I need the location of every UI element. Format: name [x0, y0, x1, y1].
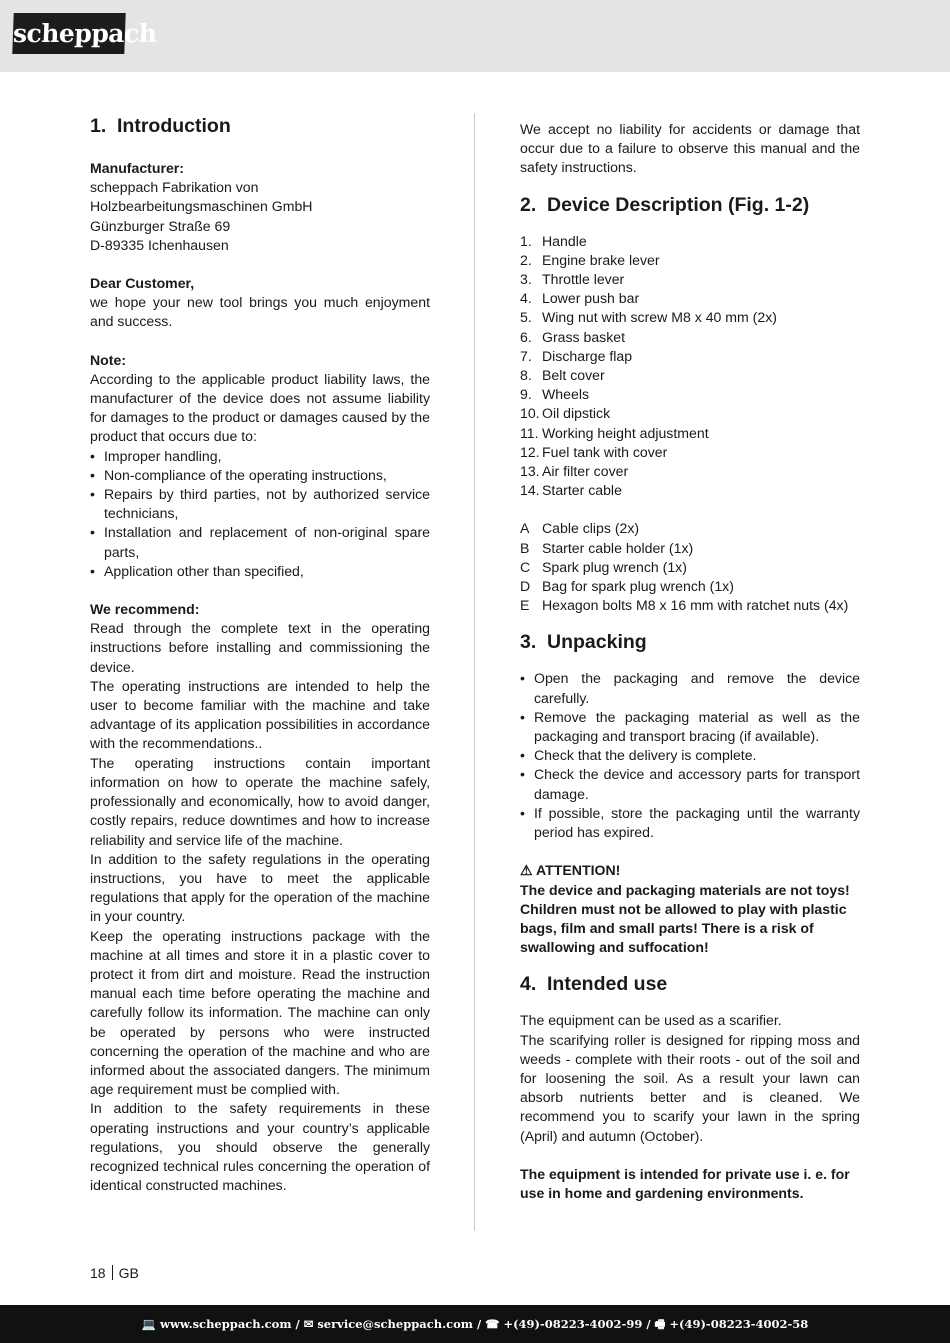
liability-text: We accept no liability for accidents or damage that occur due to a failure to observe this manual and the safety instructions. [520, 121, 860, 176]
manufacturer-line: Günzburger Straße 69 [90, 217, 231, 234]
column-divider [474, 113, 475, 1231]
recommend-paragraph: The operating instructions contain important information on how to operate the machine safely, professionally and economically, how to avoid danger, costly repairs, reduce downtimes and how to increase reliability and service life of the machine. [90, 754, 430, 848]
recommend-paragraph: In addition to the safety regulations in the operating instructions, you have to meet the applicable regulations that apply for the operation of the machine in your country. [90, 850, 430, 925]
recommend-paragraph: Keep the operating instructions package with the machine at all times and store it in a plastic cover to protect it from dirt and moisture. Read the instruction manual each time before operating the machine and carefully follow its information. The machine can only be operated by persons who were instructed concerning the operation of the machine and who are informed about the associated dangers. The minimum age requirement must be complied with. [90, 927, 430, 1098]
parts-list [520, 232, 860, 501]
use-paragraph: The scarifying roller is designed for ripping moss and weeds - complete with their roots - out of the soil and for loosening the soil. As a result your lawn can absorb nutrients better and is cleaned. We recommend you to scarify your lawn in the spring (April) and autumn (October). [520, 1031, 860, 1144]
list-item: 1. Handle [520, 232, 587, 249]
manufacturer-label: Manufacturer: [90, 160, 184, 176]
list-item: 13. Air filter cover [520, 463, 629, 480]
recommend-paragraph: The operating instructions are intended to help the user to become familiar with the machine and take advantage of its application possibilities in accordance with the recommendations.. [90, 677, 430, 752]
list-item: • Remove the packaging material as well as the packaging and transport bracing (if available). [520, 708, 860, 746]
use-bold-note: The equipment is intended for private use i. e. for use in home and gardening environments. [520, 1165, 850, 1201]
list-item: • Repairs by third parties, not by authorized service technicians, [90, 485, 430, 523]
section-title-unpacking: 3. Unpacking [520, 631, 647, 654]
recommend-paragraph: Read through the complete text in the operating instructions before installing and commissioning the device. [90, 620, 430, 675]
list-item: 2. Engine brake lever [520, 251, 660, 268]
section-title-intended-use: 4. Intended use [520, 973, 668, 996]
attention-label: ⚠ ATTENTION! [520, 862, 621, 879]
list-item: A Cable clips (2x) [520, 520, 640, 537]
list-item: • If possible, store the packaging until the warranty period has expired. [520, 804, 860, 842]
note-text: According to the applicable product liability laws, the manufacturer of the device does not assume liability for damages to the product or damages caused by the product that occurs due to: [90, 370, 430, 445]
section-title-device-description: 2. Device Description (Fig. 1-2) [520, 193, 810, 216]
note-label: Note: [90, 351, 127, 368]
list-item: 4. Lower push bar [520, 290, 640, 307]
left-column [90, 113, 430, 1195]
list-item: 7. Discharge flap [520, 347, 633, 364]
list-item: 5. Wing nut with screw M8 x 40 mm (2x) [520, 309, 777, 326]
list-item: 6. Grass basket [520, 328, 626, 345]
list-item: • Installation and replacement of non-original spare parts, [90, 523, 430, 561]
manufacturer-line: D-89335 Ichenhausen [90, 236, 229, 253]
customer-label: Dear Customer, [90, 275, 195, 292]
page-number: 18 GB [90, 1265, 139, 1281]
list-item: • Open the packaging and remove the device carefully. [520, 669, 860, 707]
list-item: • Check that the delivery is complete. [520, 746, 860, 765]
recommend-label: We recommend: [90, 601, 200, 618]
attention-text: The device and packaging materials are not toys! Children must not be allowed to play with plastic bags, film and small parts! There is a risk of swallowing and suffocation! [520, 881, 850, 956]
list-item: 10. Oil dipstick [520, 405, 611, 422]
right-column [520, 120, 860, 1203]
list-item: • Non-compliance of the operating instructions, [90, 466, 430, 485]
list-item: 11. Working height adjustment [520, 424, 709, 441]
list-item: C Spark plug wrench (1x) [520, 558, 687, 575]
section-title-introduction: 1. Introduction [90, 115, 231, 137]
note-list [90, 447, 430, 581]
list-item: 9. Wheels [520, 386, 589, 403]
brand-logo: scheppach [12, 13, 125, 54]
manufacturer-line: Holzbearbeitungsmaschinen GmbH [90, 198, 313, 215]
list-item: • Application other than specified, [90, 562, 430, 581]
page-header [0, 0, 950, 72]
list-item: • Improper handling, [90, 447, 430, 466]
manufacturer-line: scheppach Fabrikation von [90, 179, 259, 196]
unpacking-list [520, 669, 860, 842]
list-item: 12. Fuel tank with cover [520, 443, 668, 460]
list-item: 3. Throttle lever [520, 271, 625, 288]
customer-text: we hope your new tool brings you much enjoyment and success. [90, 294, 430, 330]
contact-footer: 💻 www.scheppach.com / ✉ service@scheppach.com / ☎ +(49)-08223-4002-99 / 🖷 +(49)-08223-4002-58 [0, 1305, 950, 1343]
list-item: E Hexagon bolts M8 x 16 mm with ratchet nuts (4x) [520, 597, 849, 614]
list-item: B Starter cable holder (1x) [520, 539, 694, 556]
list-item: 14. Starter cable [520, 482, 622, 499]
recommend-paragraph: In addition to the safety requirements in these operating instructions and your country’s applicable regulations, you should observe the generally recognized technical rules concerning the operation of identical constructed machines. [90, 1100, 430, 1194]
list-item: • Check the device and accessory parts for transport damage. [520, 765, 860, 803]
accessories-list [520, 519, 860, 615]
list-item: D Bag for spark plug wrench (1x) [520, 578, 734, 595]
use-paragraph: The equipment can be used as a scarifier. [520, 1012, 782, 1029]
list-item: 8. Belt cover [520, 367, 605, 384]
